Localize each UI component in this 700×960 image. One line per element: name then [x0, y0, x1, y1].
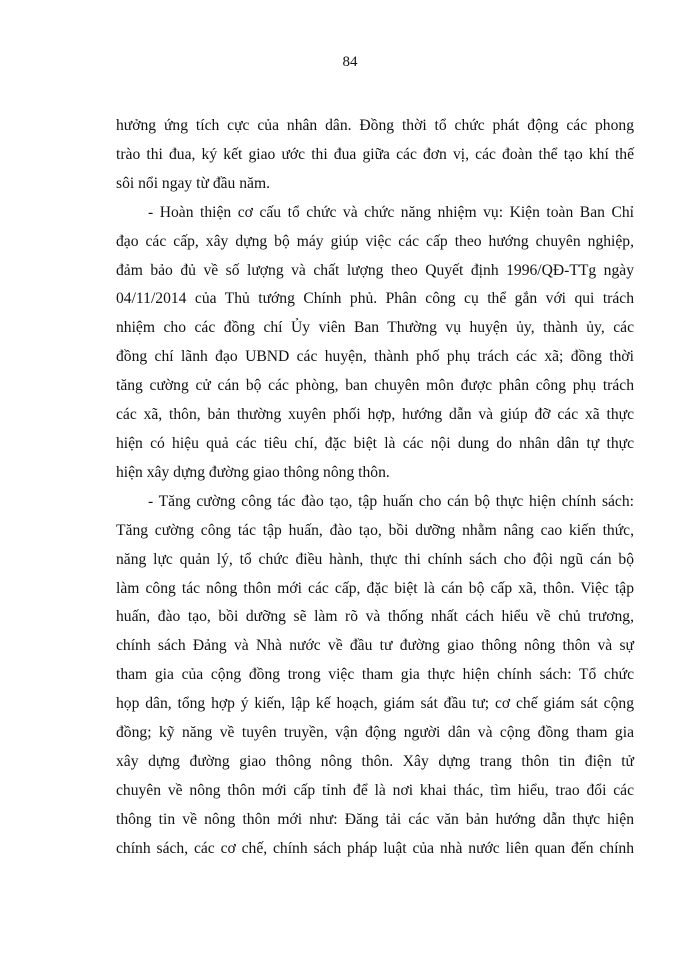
- text-line: sôi nổi ngay từ đầu năm.: [116, 174, 270, 192]
- text-line: tham gia của cộng đồng trong việc tham gia thực hiện chính sách: Tổ chức: [116, 666, 634, 684]
- text-line: 04/11/2014 của Thủ tướng Chính phủ. Phân công cụ thể gắn với qui trách: [116, 290, 634, 308]
- text-line: Tăng cường công tác tập huấn, đào tạo, bồi dưỡng nhằm nâng cao kiến thức,: [116, 521, 634, 539]
- text-line: thông tin về nông thôn mới như: Đăng tải các văn bản hướng dẫn thực hiện: [116, 810, 634, 828]
- text-line: họp dân, tổng hợp ý kiến, lập kế hoạch, giám sát đầu tư; cơ chế giám sát cộng: [116, 695, 634, 713]
- text-line: nhiệm cho các đồng chí Ủy viên Ban Thường vụ huyện ủy, thành ủy, các: [116, 319, 634, 337]
- page-number: 84: [342, 54, 358, 70]
- text-line: trào thi đua, ký kết giao ước thi đua giữa các đơn vị, các đoàn thể tạo khí thế: [116, 145, 634, 163]
- body-text: [116, 112, 634, 864]
- text-line: năng lực quản lý, tổ chức điều hành, thực thi chính sách cho đội ngũ cán bộ: [116, 550, 634, 568]
- text-line: - Hoàn thiện cơ cấu tổ chức và chức năng nhiệm vụ: Kiện toàn Ban Chỉ: [148, 203, 634, 221]
- text-line: đồng chí lãnh đạo UBND các huyện, thành phố phụ trách các xã; đồng thời: [116, 348, 634, 366]
- text-line: đảm bảo đủ về số lượng và chất lượng theo Quyết định 1996/QĐ-TTg ngày: [116, 261, 634, 279]
- text-line: làm công tác nông thôn mới các cấp, đặc biệt là cán bộ cấp xã, thôn. Việc tập: [116, 579, 634, 597]
- text-line: huấn, đào tạo, bồi dưỡng sẽ làm rõ và thống nhất cách hiểu về chủ trương,: [116, 608, 634, 626]
- text-line: chuyên về nông thôn mới cấp tỉnh để là nơi khai thác, tìm hiểu, trao đổi các: [116, 781, 634, 799]
- text-line: - Tăng cường công tác đào tạo, tập huấn cho cán bộ thực hiện chính sách:: [148, 492, 634, 510]
- text-line: hiện xây dựng đường giao thông nông thôn.: [116, 463, 390, 481]
- text-line: hiện có hiệu quả các tiêu chí, đặc biệt là các nội dung do nhân dân tự thực: [116, 434, 634, 452]
- text-line: hưởng ứng tích cực của nhân dân. Đồng thời tổ chức phát động các phong: [116, 117, 634, 134]
- text-line: đạo các cấp, xây dựng bộ máy giúp việc các cấp theo hướng chuyên nghiệp,: [116, 232, 634, 250]
- text-line: các xã, thôn, bản thường xuyên phối hợp, hướng dẫn và giúp đỡ các xã thực: [116, 406, 634, 424]
- text-line: đồng; kỹ năng về tuyên truyền, vận động người dân và cộng đồng tham gia: [116, 724, 634, 742]
- text-line: xây dựng đường giao thông nông thôn. Xây dựng trang thôn tin điện tử: [116, 752, 634, 770]
- text-line: tăng cường cử cán bộ các phòng, ban chuyên môn được phân công phụ trách: [116, 377, 634, 395]
- text-line: chính sách Đảng và Nhà nước về đầu tư đường giao thông nông thôn và sự: [116, 637, 634, 655]
- text-line: chính sách, các cơ chế, chính sách pháp luật của nhà nước liên quan đến chính: [116, 839, 634, 857]
